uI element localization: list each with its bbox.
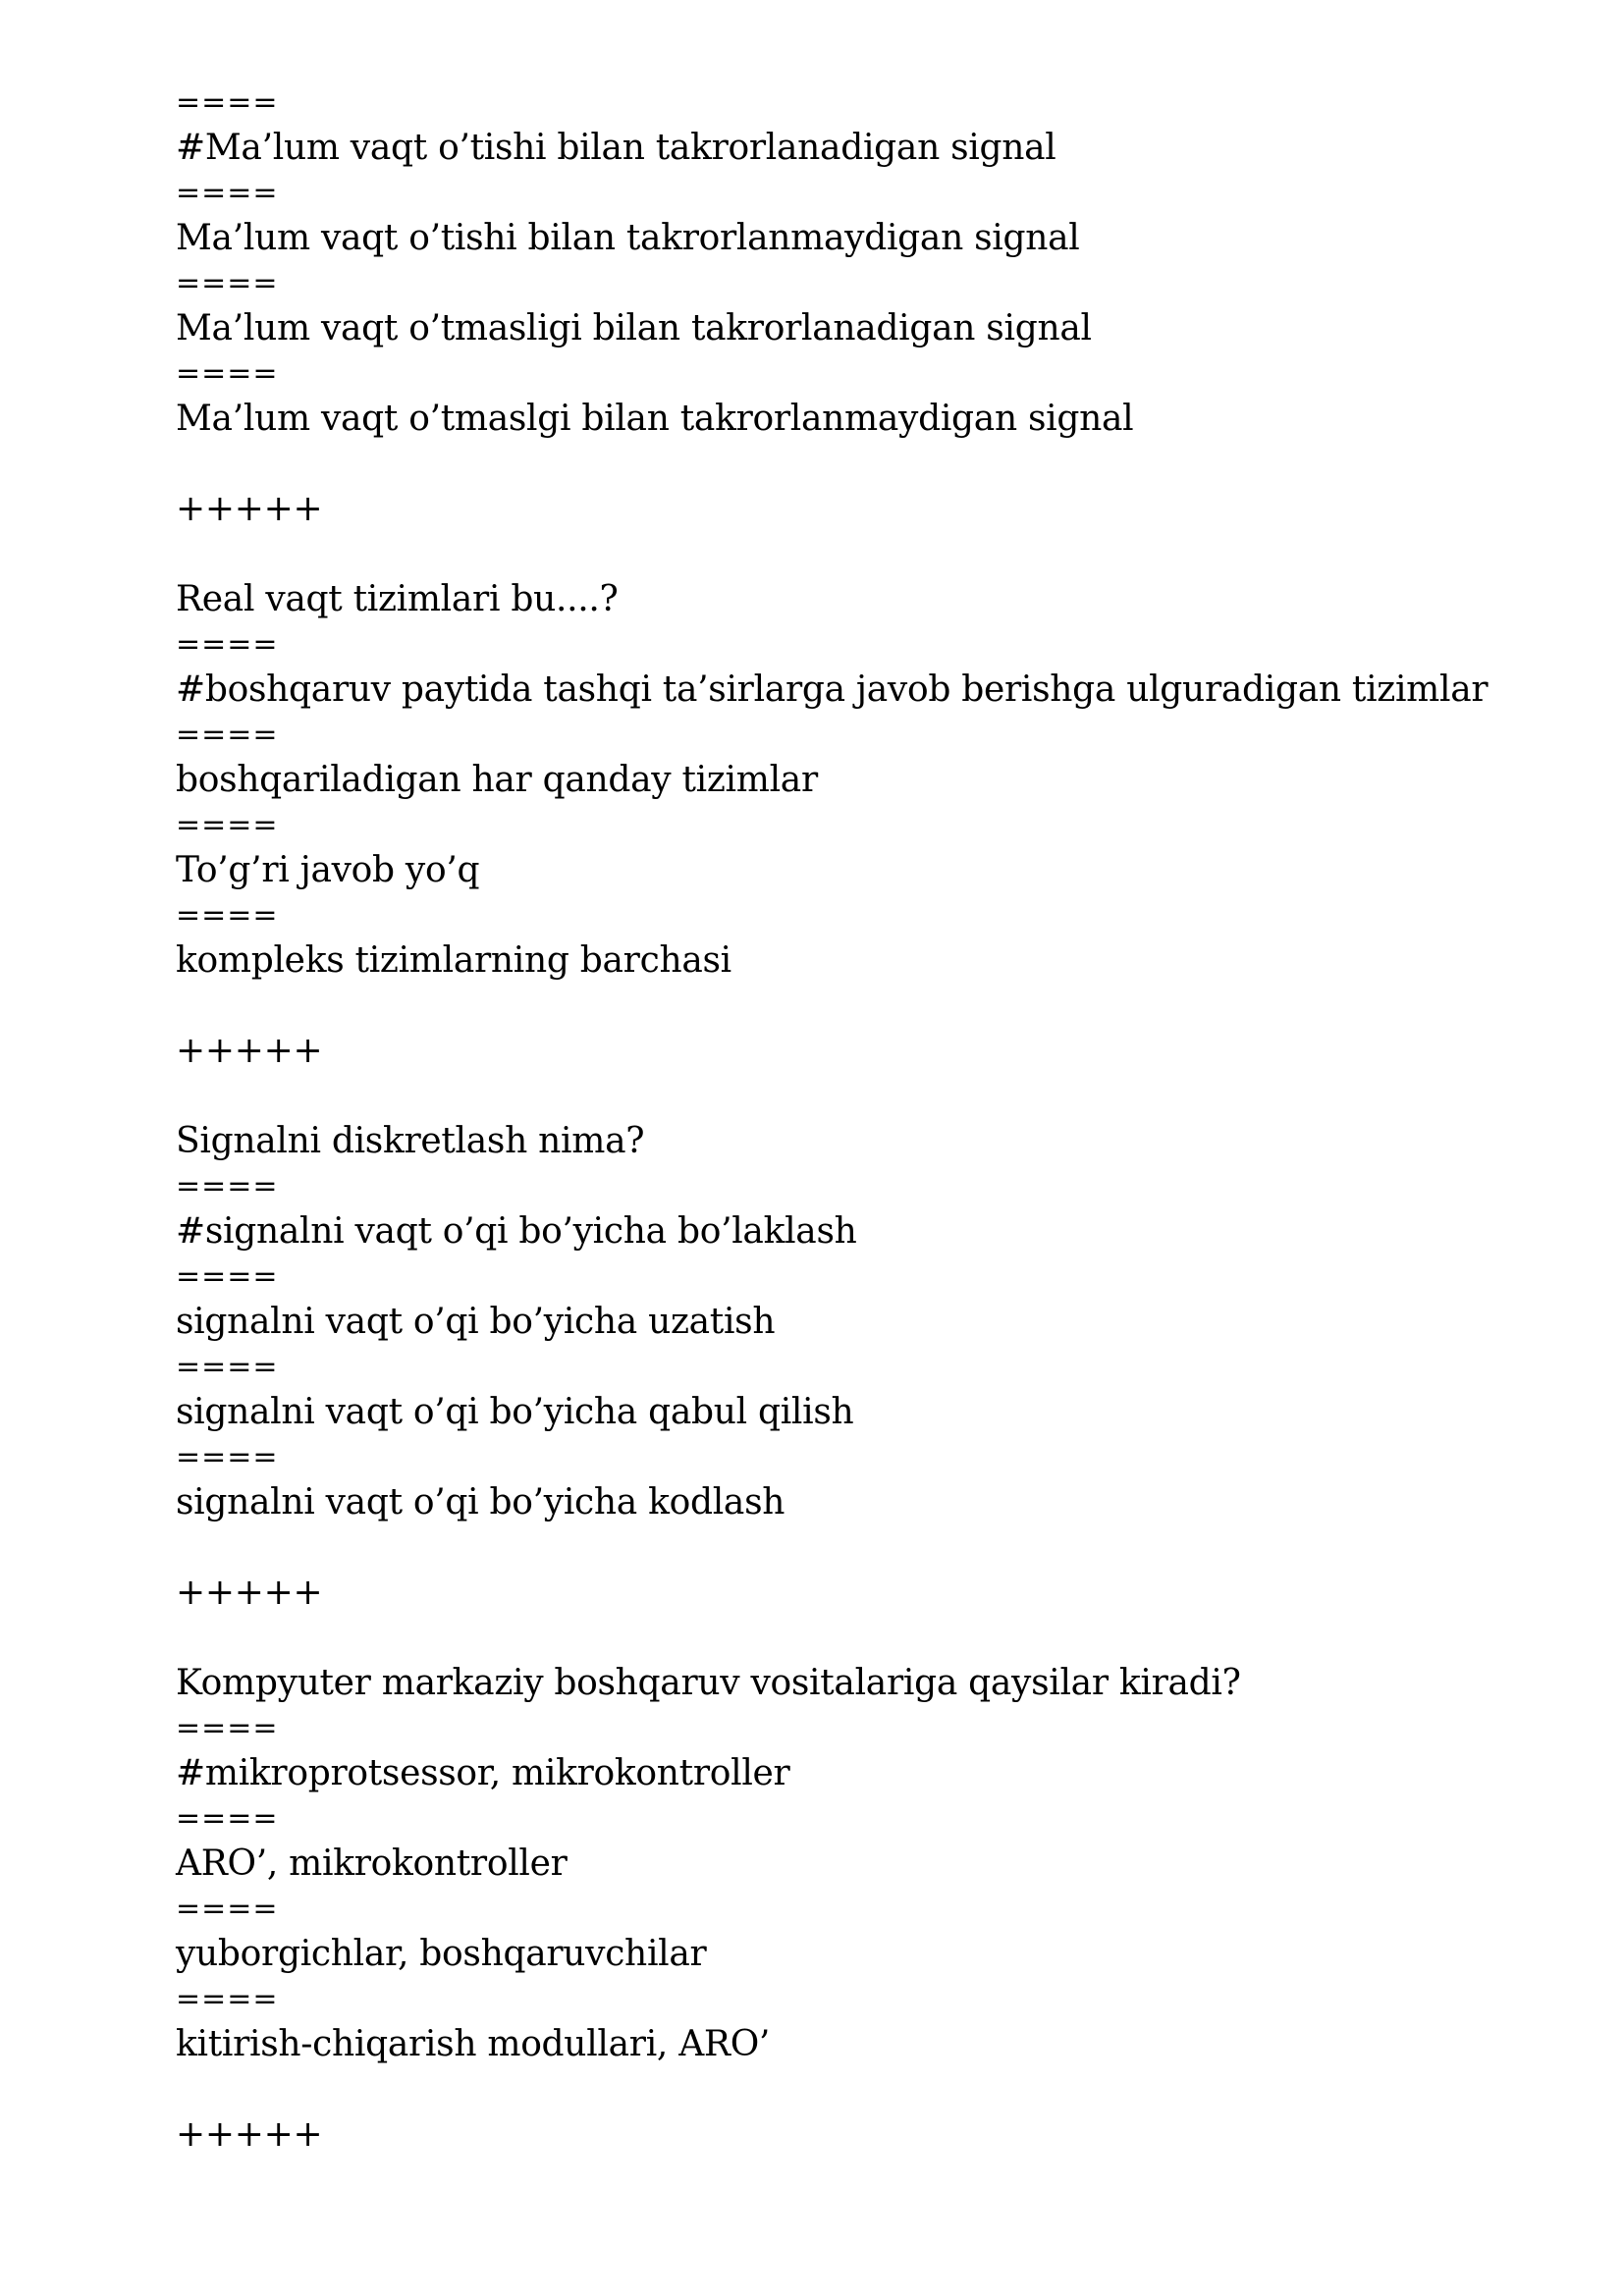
blank-line: [176, 1525, 1452, 1571]
blank-line: [176, 1616, 1452, 1661]
answer-option: signalni vaqt o’qi bo’yicha qabul qilish: [176, 1392, 854, 1432]
answer-option: Ma’lum vaqt o’tishi bilan takrorlanmaydigan signal: [176, 218, 1080, 258]
answer-option: ARO’, mikrokontroller: [176, 1843, 568, 1884]
answer-option: Ma’lum vaqt o’tmaslgi bilan takrorlanmaydigan signal: [176, 399, 1134, 439]
answer-separator: ====: [176, 1440, 279, 1474]
answer-option: #boshqaruv paytida tashqi ta’sirlarga javob berishga ulguradigan tizimlar: [176, 669, 1489, 710]
question-block: [176, 80, 1452, 442]
question-text: Signalni diskretlash nima?: [176, 1121, 645, 1161]
answer-option: #mikroprotsessor, mikrokontroller: [176, 1753, 790, 1793]
answer-separator: ====: [176, 627, 279, 662]
answer-separator: ====: [176, 85, 279, 120]
answer-separator: ====: [176, 266, 279, 300]
answer-separator: ====: [176, 1711, 279, 1745]
answer-separator: ====: [176, 176, 279, 210]
question-block: [176, 1661, 1452, 2067]
question-block: [176, 1119, 1452, 1525]
answer-separator: ====: [176, 1982, 279, 2016]
question-text: Real vaqt tizimlari bu....?: [176, 579, 619, 619]
answer-option: signalni vaqt o’qi bo’yicha uzatish: [176, 1302, 776, 1342]
answer-option: boshqariladigan har qanday tizimlar: [176, 760, 818, 800]
answer-separator: ====: [176, 718, 279, 752]
blank-line: [176, 2067, 1452, 2112]
answer-separator: ====: [176, 356, 279, 391]
answer-separator: ====: [176, 1169, 279, 1203]
question-separator: +++++: [176, 1031, 323, 1071]
question-separator: +++++: [176, 1573, 323, 1613]
answer-option: yuborgichlar, boshqaruvchilar: [176, 1934, 707, 1974]
answer-separator: ====: [176, 1892, 279, 1926]
question-separator: +++++: [176, 2114, 323, 2155]
question-block: [176, 577, 1489, 984]
answer-separator: ====: [176, 1350, 279, 1384]
answer-separator: ====: [176, 1259, 279, 1294]
answer-separator: ====: [176, 898, 279, 933]
answer-option: kitirish-chiqarish modullari, ARO’: [176, 2024, 771, 2064]
answer-option: kompleks tizimlarning barchasi: [176, 940, 731, 981]
blank-line: [176, 1074, 1452, 1119]
blank-line: [176, 442, 1452, 487]
blank-line: [176, 984, 1452, 1029]
question-separator: +++++: [176, 489, 323, 529]
answer-option: signalni vaqt o’qi bo’yicha kodlash: [176, 1482, 785, 1522]
answer-separator: ====: [176, 1801, 279, 1836]
document-page: [176, 80, 1489, 2158]
answer-option: #signalni vaqt o’qi bo’yicha bo’laklash: [176, 1211, 857, 1252]
blank-line: [176, 532, 1452, 577]
answer-option: To’g’ri javob yo’q: [176, 850, 480, 890]
answer-option: Ma’lum vaqt o’tmasligi bilan takrorlanadigan signal: [176, 308, 1092, 348]
answer-option: #Ma’lum vaqt o’tishi bilan takrorlanadigan signal: [176, 128, 1056, 168]
question-text: Kompyuter markaziy boshqaruv vositalariga qaysilar kiradi?: [176, 1663, 1241, 1703]
answer-separator: ====: [176, 808, 279, 842]
